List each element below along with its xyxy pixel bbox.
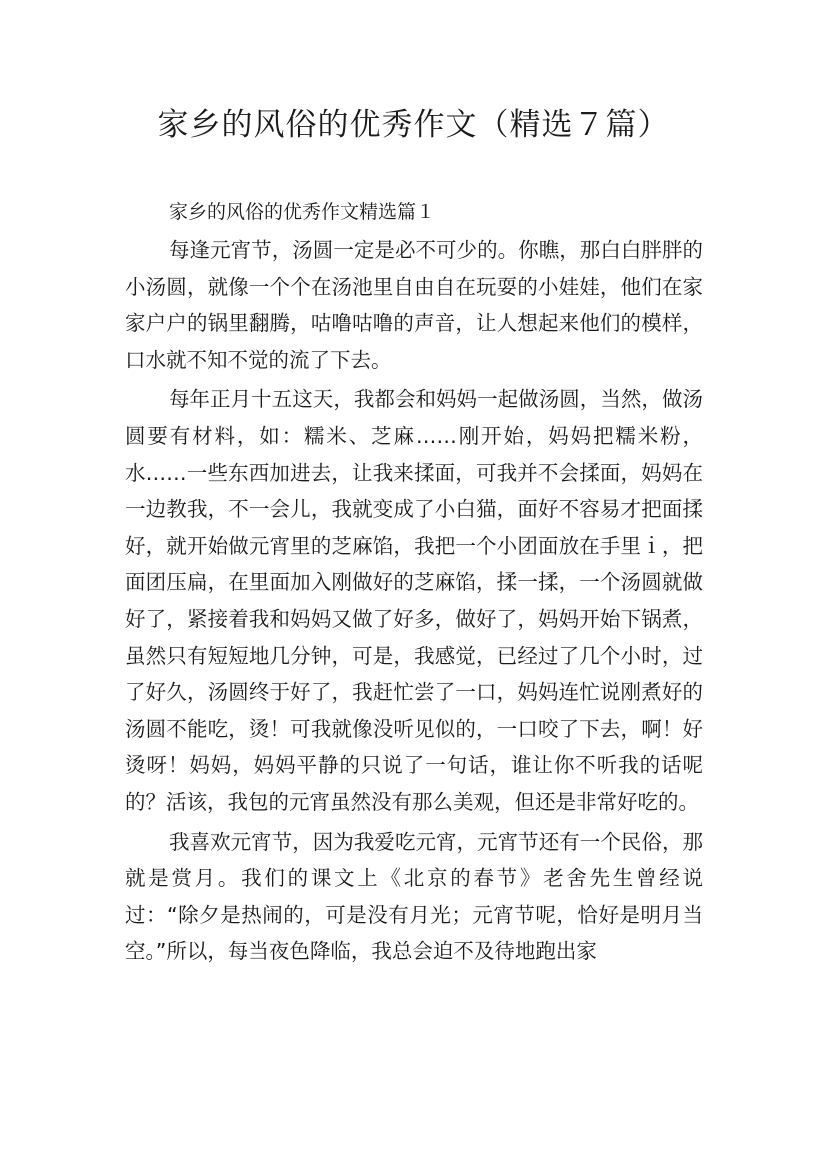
paragraph-3: 我喜欢元宵节，因为我爱吃元宵，元宵节还有一个民俗，那就是赏月。我们的课文上《北京的春节》老舍先生曾经说过：“除夕是热闹的，可是没有月光；元宵节呢，恰好是明月当空。”所以，每当夜色降临，我总会迫不及待地跑出家 [125, 829, 703, 964]
section-heading: 家乡的风俗的优秀作文精选篇１ [169, 201, 436, 223]
document-title: 家乡的风俗的优秀作文（精选７篇） [157, 107, 670, 143]
paragraph-1: 每逢元宵节，汤圆一定是必不可少的。你瞧，那白白胖胖的小汤圆，就像一个个在汤池里自由自在玩耍的小娃娃，他们在家家户户的锅里翻腾，咕噜咕噜的声音，让人想起来他们的模样，口水就不知不觉的流了下去。 [125, 238, 703, 372]
document-body [125, 193, 703, 970]
paragraph-2: 每年正月十五这天，我都会和妈妈一起做汤圆，当然，做汤圆要有材料，如：糯米、芝麻……刚开始，妈妈把糯米粉，水……一些东西加进去，让我来揉面，可我并不会揉面，妈妈在一边教我，不一会儿，我就变成了小白猫，面好不容易才把面揉好，就开始做元宵里的芝麻馅，我把一个小团面放在手里ｉ，把面团压扁，在里面加入刚做好的芝麻馅，揉一揉，一个汤圆就做好了，紧接着我和妈妈又做了好多，做好了，妈妈开始下锅煮，虽然只有短短地几分钟，可是，我感觉，已经过了几个小时，过了好久，汤圆终于好了，我赶忙尝了一口，妈妈连忙说刚煮好的汤圆不能吃，烫！可我就像没听见似的，一口咬了下去，啊！好烫呀！妈妈，妈妈平静的只说了一句话，谁让你不听我的话呢的？活该，我包的元宵虽然没有那么美观，但还是非常好吃的。 [125, 387, 703, 814]
